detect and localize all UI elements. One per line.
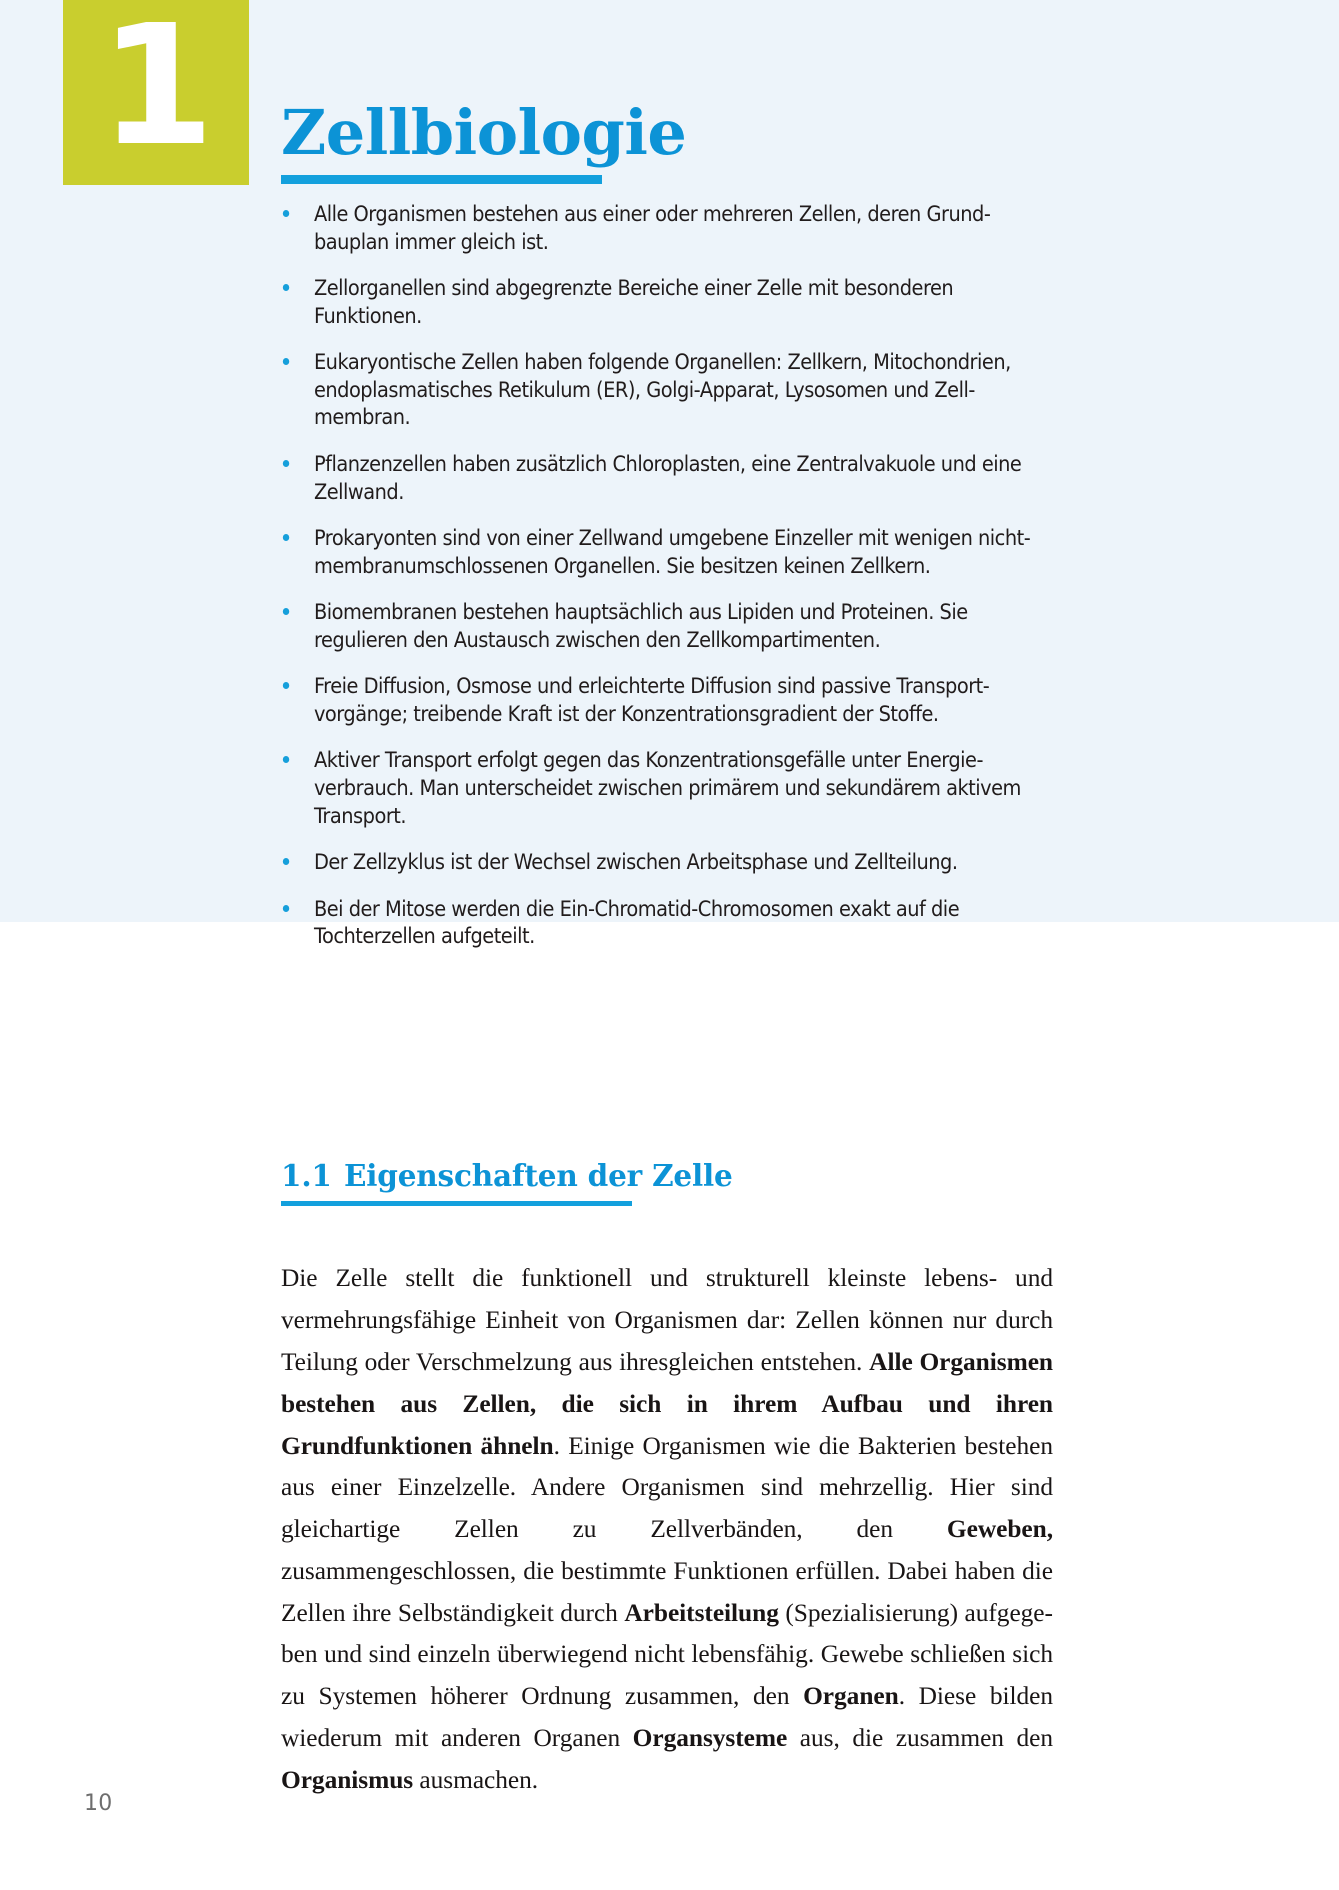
summary-bullet-text: Freie Diffusion, Osmose und erleichterte Diffusion sind passive Transportvorgänge; treibende Kraft ist der Konzentrationsgradient der Stoffe. [313, 673, 990, 726]
body-paragraph: Die Zelle stellt die funktionell und strukturell kleinste lebens- und vermehrungsfähige Einheit von Organismen dar: Zellen können nur durch Teilung oder Verschmelzung aus ihresgleichen entstehen. Alle Organismen bestehen aus Zellen, die sich in ihrem Aufbau und ihren Grundfunktionen ähneln. Einige Organismen wie die Bakterien bestehen aus einer Einzelzelle. Andere Organismen sind mehrzellig. Hier sind gleichartige Zellen zu Zellverbänden, den Geweben, zusammengeschlossen, die bestimmte Funktionen erfüllen. Dabei haben die Zellen ihre Selbständigkeit durch Arbeitsteilung (Spezialisierung) aufgegeben und sind einzeln überwiegend nicht lebensfähig. Gewebe schließen sich zu Systemen höherer Ordnung zusammen, den Organen. Diese bilden wiederum mit anderen Organen Organsysteme aus, die zusammen den Organismus ausmachen. [281, 1264, 1053, 1794]
summary-bullet [281, 200, 1054, 255]
summary-bullet [281, 672, 1054, 727]
summary-bullet-text: Bei der Mitose werden die Ein-Chromatid-Chromosomen exakt auf die Tochterzellen aufgeteilt. [313, 895, 960, 949]
bullet-dot-icon [283, 460, 289, 467]
summary-bullet-text: Der Zellzyklus ist der Wechsel zwischen Arbeitsphase und Zellteilung. [313, 849, 958, 875]
chapter-title: Zellbiologie [281, 96, 687, 169]
summary-bullet-text: Biomembranen bestehen hauptsächlich aus Lipiden und Proteinen. Sie regulieren den Austausch zwischen den Zellkompartimenten. [313, 599, 968, 652]
bullet-dot-icon [283, 858, 289, 865]
summary-bullet-text: Eukaryontische Zellen haben folgende Organellen: Zellkern, Mitochondrien, endoplasmatisches Retikulum (ER), Golgi-Apparat, Lysosomen und Zellmembran. [313, 349, 1011, 430]
chapter-summary-list [281, 200, 1031, 950]
summary-bullet-text: Prokaryonten sind von einer Zellwand umgebene Einzeller mit wenigen nicht-membranumschlossenen Organellen. Sie besitzen keinen Zellkern. [313, 525, 1031, 578]
bullet-dot-icon [283, 608, 289, 615]
bullet-dot-icon [283, 682, 289, 689]
summary-bullet [281, 450, 1054, 505]
summary-bullet-text: Alle Organismen bestehen aus einer oder mehreren Zellen, deren Grundbauplan immer gleich ist. [313, 201, 991, 254]
summary-bullet [281, 348, 1054, 431]
summary-bullet-text: Pflanzenzellen haben zusätzlich Chloroplasten, eine Zentralvakuole und eine Zellwand. [313, 450, 1022, 504]
chapter-title-underline [281, 175, 602, 184]
section-heading-underline [281, 1201, 632, 1206]
page-number: 10 [84, 1791, 113, 1816]
summary-bullet [281, 895, 1054, 950]
bullet-dot-icon [283, 905, 289, 912]
bullet-dot-icon [283, 756, 289, 763]
bullet-dot-icon [283, 210, 289, 217]
summary-bullet-text: Aktiver Transport erfolgt gegen das Konzentrationsgefälle unter Energieverbrauch. Man unterscheidet zwischen primärem und sekundärem aktivem Transport. [313, 747, 1021, 828]
section-number: 1.1 [281, 1158, 332, 1193]
bullet-dot-icon [283, 534, 289, 541]
chapter-title-block [281, 96, 1041, 184]
chapter-number: 1 [99, 0, 213, 183]
section-heading-block [281, 1160, 1041, 1206]
summary-bullet-text: Zellorganellen sind abgegrenzte Bereiche einer Zelle mit besonderen Funktionen. [313, 275, 954, 328]
summary-bullet [281, 746, 1054, 829]
bullet-dot-icon [283, 284, 289, 291]
summary-bullet [281, 524, 1054, 579]
summary-bullet [281, 848, 1054, 876]
chapter-number-badge [63, 0, 249, 185]
section-title: Eigenschaften der Zelle [344, 1158, 733, 1193]
bullet-dot-icon [283, 358, 289, 365]
summary-bullet [281, 274, 1054, 329]
summary-bullet [281, 598, 1054, 653]
